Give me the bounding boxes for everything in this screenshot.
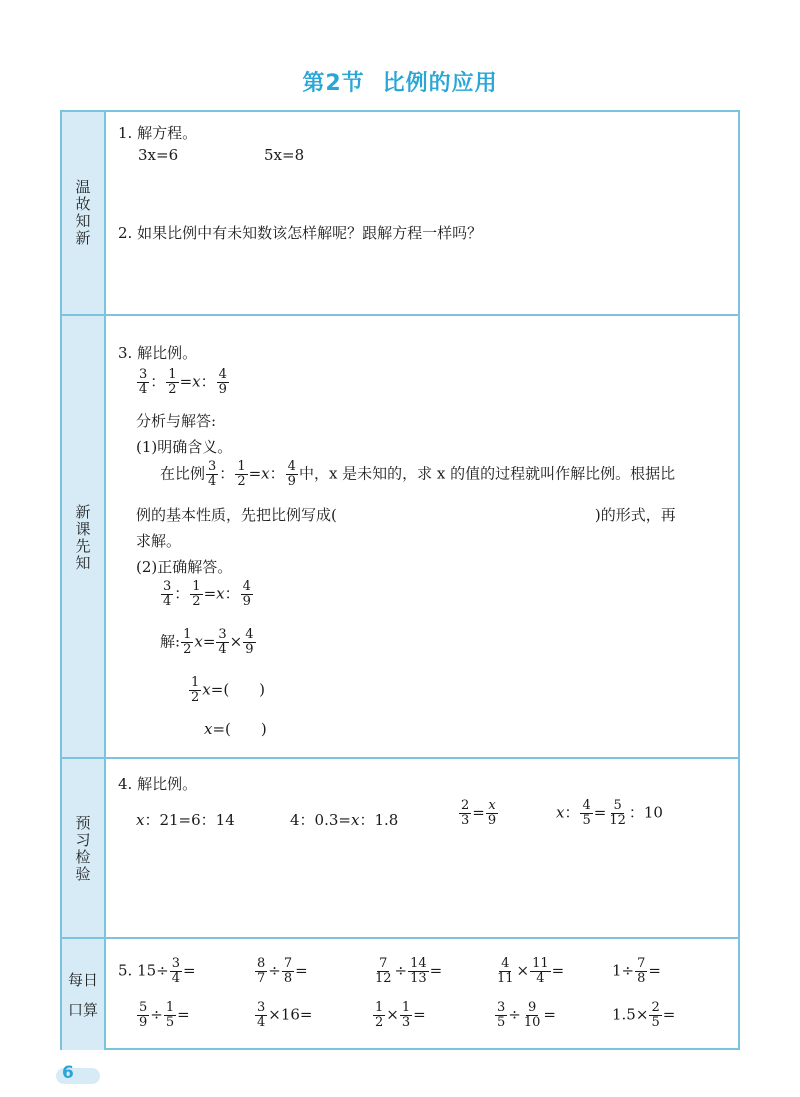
q3-step2: (2)正确解答。 — [136, 558, 233, 576]
q4-problem-3: $\frac{2}{3}$ = $\frac{x}{9}$ — [461, 798, 497, 828]
page-title — [0, 66, 800, 97]
row-preview — [62, 757, 738, 939]
q3-analysis: 分析与解答: — [136, 412, 217, 430]
preview-content — [118, 759, 730, 939]
q3-paragraph-line2: 例的基本性质，先把比例写成( )的形式，再 — [136, 506, 676, 524]
daily-item-8: $\frac{1}{2}$ × $\frac{1}{3}$ = — [375, 1000, 426, 1030]
row-review — [62, 112, 738, 314]
daily-item-6: $\frac{5}{9}$ ÷ $\frac{1}{5}$ = — [139, 1000, 190, 1030]
q3-paragraph-line3: 求解。 — [136, 532, 182, 550]
q3-solve-step3: x=( ) — [204, 720, 267, 738]
side-label-review: 温故知新 — [62, 112, 106, 314]
q2-label: 2. 如果比例中有未知数该怎样解呢？跟解方程一样吗？ — [118, 224, 483, 242]
q3-step1: (1)明确含义。 — [136, 438, 233, 456]
q3-solve-step2: $\frac{1}{2}$ x=( ) — [191, 675, 266, 705]
q4-problem-2: 4：0.3=x：1.8 — [290, 811, 399, 829]
section-name: 比例的应用 — [382, 71, 498, 96]
q3-label: 3. 解比例。 — [118, 344, 198, 362]
side-label-preview: 预习检验 — [62, 759, 106, 939]
daily-item-7: $\frac{3}{4}$ ×16= — [257, 1000, 313, 1030]
daily-content — [118, 939, 730, 1050]
q1-eq1: 3x=6 — [138, 146, 179, 164]
q3-solve-proportion: $\frac{3}{4}$ ： $\frac{1}{2}$ =x： $\frac{4}{9}$ — [163, 579, 251, 609]
daily-item-3: $\frac{7}{12}$ ÷ $\frac{14}{13}$ = — [375, 956, 443, 986]
q3-proportion: $\frac{3}{4}$ ： $\frac{1}{2}$ =x： $\frac{4}{9}$ — [139, 367, 227, 397]
daily-item-9: $\frac{3}{5}$ ÷ $\frac{9}{10}$ = — [497, 1000, 556, 1030]
q3-solve-step1: 解: $\frac{1}{2}$ x= $\frac{3}{4}$ × $\frac{4}{9}$ — [160, 627, 254, 657]
daily-item-10: 1.5× $\frac{2}{5}$ = — [612, 1000, 676, 1030]
daily-item-2: $\frac{8}{7}$ ÷ $\frac{7}{8}$ = — [257, 956, 308, 986]
daily-item-4: $\frac{4}{11}$ × $\frac{11}{4}$ = — [497, 956, 565, 986]
daily-item-1: 5. 15÷ $\frac{3}{4}$ = — [118, 956, 196, 986]
q4-label: 4. 解比例。 — [118, 775, 198, 793]
section-number: 第2节 — [302, 71, 365, 96]
daily-item-5: 1÷ $\frac{7}{8}$ = — [612, 956, 661, 986]
worksheet-frame — [60, 110, 740, 1050]
q4-problem-1: x：21=6：14 — [136, 811, 235, 829]
q3-paragraph-line1: 在比例 $\frac{3}{4}$ ： $\frac{1}{2}$ =x： $\frac{4}{9}$ 中，x 是未知的，求 x 的值的过程就叫作解比例。根据比 — [160, 459, 676, 489]
page-number: 6 — [62, 1063, 74, 1083]
side-label-daily: 每日 口算 — [62, 939, 106, 1050]
q1-label: 1. 解方程。 — [118, 124, 198, 142]
row-new — [62, 314, 738, 759]
new-content — [118, 316, 730, 759]
row-daily — [62, 937, 738, 1050]
side-label-new: 新课先知 — [62, 316, 106, 759]
q4-problem-4: x： $\frac{4}{5}$ = $\frac{5}{12}$ ：10 — [556, 798, 663, 828]
review-content — [118, 112, 730, 314]
q1-eq2: 5x=8 — [264, 146, 305, 164]
